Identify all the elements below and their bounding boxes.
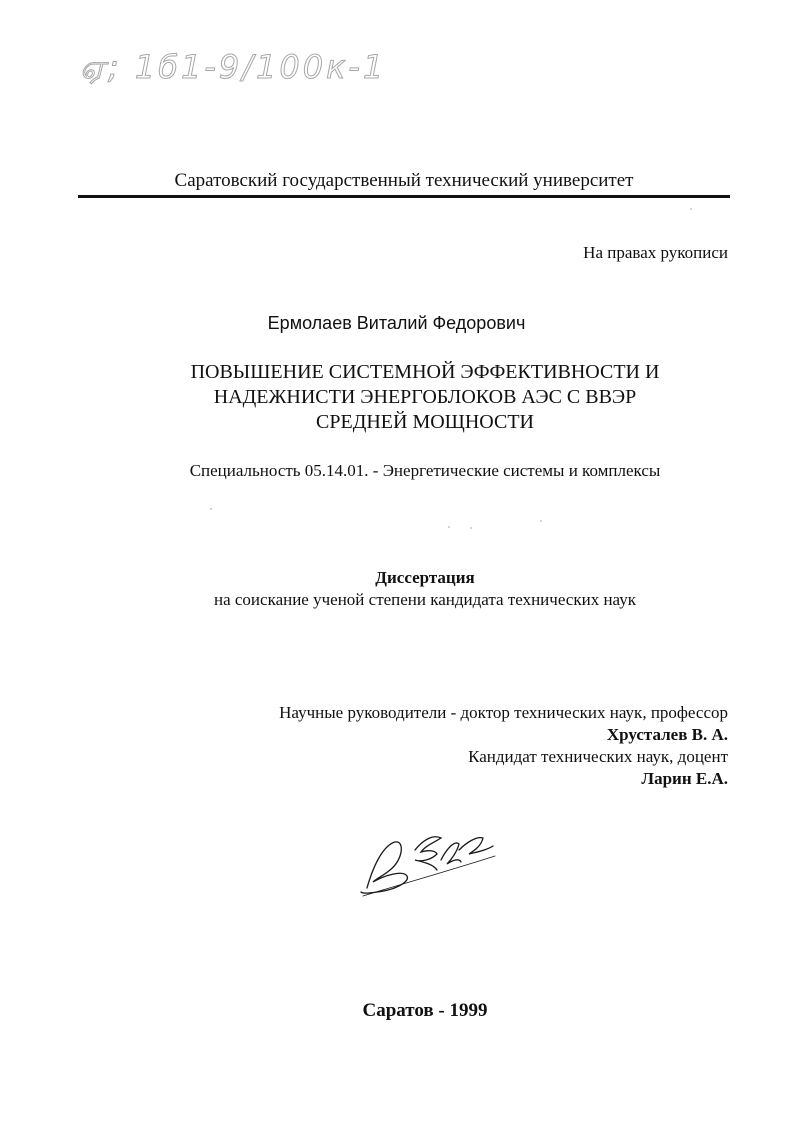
scan-speck — [470, 527, 472, 529]
dissertation-type: Диссертация — [375, 568, 475, 587]
scan-speck — [448, 526, 450, 528]
place-and-year: Саратов - 1999 — [362, 1000, 488, 1021]
manuscript-note: На правах рукописи — [583, 243, 728, 262]
scan-speck — [540, 520, 542, 522]
scan-speck — [690, 208, 692, 210]
supervisor-name-1: Хрусталев В. А. — [606, 725, 728, 744]
title-line: НАДЕЖНИСТИ ЭНЕРГОБЛОКОВ АЭС С ВВЭР — [213, 386, 637, 408]
header-divider — [78, 195, 730, 198]
handwritten-signature — [355, 820, 505, 900]
specialty-line: Специальность 05.14.01. - Энергетические системы и комплексы — [189, 461, 661, 480]
scan-speck — [210, 508, 212, 510]
title-line: СРЕДНЕЙ МОЩНОСТИ — [316, 411, 534, 433]
degree-line: на соискание ученой степени кандидата технических наук — [213, 590, 636, 609]
supervisors-block — [279, 702, 728, 790]
title-line: ПОВЫШЕНИЕ СИСТЕМНОЙ ЭФФЕКТИВНОСТИ И — [190, 361, 660, 383]
archive-stamp: ஏ; 1б1-9/100к-1 — [80, 48, 387, 86]
dissertation-title — [0, 360, 793, 435]
university-name: Саратовский государственный технический университет — [174, 170, 634, 191]
supervisor-title-1: Научные руководители - доктор технических наук, профессор — [279, 703, 728, 722]
supervisor-title-2: Кандидат технических наук, доцент — [468, 747, 728, 766]
author-name: Ермолаев Виталий Федорович — [267, 313, 526, 333]
supervisor-name-2: Ларин Е.А. — [641, 769, 728, 788]
